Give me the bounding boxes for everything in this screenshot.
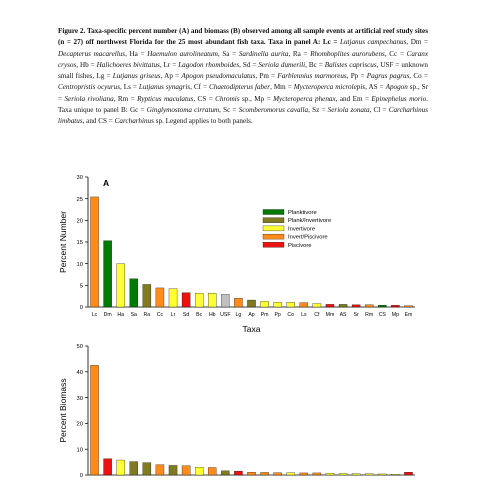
- caption-part: Epinephelus morio: [371, 94, 427, 103]
- bar-lc: [90, 365, 98, 475]
- caption-part: Sardinella aurita: [238, 49, 289, 58]
- bar-cs: [391, 474, 399, 475]
- x-tick-label: Em: [404, 312, 413, 318]
- bar-ls: [313, 473, 321, 475]
- bar-dm: [104, 459, 112, 475]
- caption-part: Decapterus macarellus: [58, 49, 126, 58]
- caption-part: Apogon: [385, 83, 408, 92]
- panel-label: A: [103, 178, 110, 188]
- x-tick-label: Pp: [274, 312, 281, 318]
- legend-label: Planktivore: [288, 210, 317, 216]
- caption-part: Seriola zonata: [327, 106, 370, 115]
- x-tick-label: Co: [287, 312, 295, 318]
- x-tick-label: Mp: [391, 312, 399, 318]
- x-tick-label: Lr: [170, 312, 176, 318]
- y-tick-label: 40: [76, 370, 83, 376]
- caption-part: , Co =: [409, 72, 428, 81]
- bar-sd: [130, 462, 138, 475]
- caption-part: Seriola rivoliana: [64, 94, 114, 103]
- bar-gc: [169, 465, 177, 475]
- y-tick-label: 0: [79, 305, 83, 312]
- caption-part: , Bc =: [305, 60, 325, 69]
- x-tick-label: Pm: [260, 312, 269, 318]
- caption-part: Haemulon aurolineatum: [147, 49, 218, 58]
- x-axis-label: Taxa: [242, 324, 261, 334]
- bar-hb: [352, 474, 360, 475]
- legend-label: Invertivore: [288, 226, 316, 233]
- caption-part: Ginglymostoma cirratum: [146, 106, 220, 115]
- bar-sz: [261, 472, 269, 475]
- x-tick-label: Sa: [130, 312, 137, 318]
- caption-part: , and CS =: [82, 117, 115, 126]
- caption-part: Balistes capriscus: [324, 60, 377, 69]
- y-tick-label: 0: [79, 473, 83, 480]
- bar-sa: [221, 471, 229, 475]
- caption-part: Seriola dumerili: [258, 60, 306, 69]
- caption-part: , Ha =: [125, 49, 148, 58]
- bar-sc: [156, 465, 164, 475]
- bar-lr: [208, 468, 216, 475]
- caption-part: , Ap =: [160, 72, 182, 81]
- caption-part: sp., Mp =: [239, 94, 274, 103]
- x-tick-label: Cc: [156, 312, 164, 318]
- caption-part: , Cc =: [384, 49, 407, 58]
- y-tick-label: 10: [76, 447, 83, 454]
- caption-part: , Sc =: [219, 106, 239, 115]
- caption-part: Rhomboplites aurorubens: [310, 49, 385, 58]
- caption-part: Carcharhinus limbatus: [58, 106, 428, 126]
- bar-cl: [365, 474, 373, 475]
- caption-part: Centropristis ocyurus: [58, 83, 121, 92]
- caption-part: , Pm =: [255, 72, 278, 81]
- bar-sr: [378, 474, 386, 475]
- caption-part: Pagrus pagrus: [366, 72, 410, 81]
- caption-part: Chaetodipterus faber: [208, 83, 271, 92]
- bar-cf: [326, 473, 334, 475]
- x-tick-label: Ha: [117, 312, 125, 318]
- y-tick-label: 30: [76, 395, 83, 402]
- y-tick-label: 5: [79, 283, 83, 290]
- bar-lg: [274, 473, 282, 475]
- legend-label: Invert/Piscivore: [288, 234, 328, 241]
- y-axis-label: Percent Number: [58, 211, 68, 273]
- y-tick-label: 50: [76, 344, 83, 351]
- x-tick-label: Ra: [143, 312, 151, 318]
- bar-mm: [234, 471, 242, 475]
- y-tick-label: 20: [76, 421, 83, 428]
- x-tick-label: CS: [378, 312, 386, 318]
- caption-part: Scomberomorus cavalla: [238, 106, 309, 115]
- caption-part: sp., Sr =: [58, 83, 429, 103]
- y-tick-label: 20: [76, 218, 83, 225]
- x-tick-label: Hb: [208, 312, 216, 318]
- caption-part: , and Em =: [335, 94, 372, 103]
- x-tick-label: Ap: [248, 312, 255, 318]
- caption-part: Lutjanus griseus: [112, 72, 161, 81]
- x-tick-label: Dm: [103, 312, 112, 318]
- caption-part: Farblennius marmoreus: [277, 72, 347, 81]
- x-tick-label: USF: [220, 312, 231, 318]
- x-tick-label: Rm: [365, 312, 374, 318]
- bar-ra: [117, 460, 125, 475]
- x-tick-label: Sd: [182, 312, 190, 318]
- caption-part: Halichoeres bivittatus: [96, 60, 160, 69]
- caption-part: , Rm =: [113, 94, 138, 103]
- caption-part: , Ls =: [120, 83, 139, 92]
- caption-part: . Taxa unique to panel B: Gc =: [58, 94, 428, 115]
- x-tick-label: Lg: [235, 312, 242, 318]
- caption-part: , Hb =: [76, 60, 97, 69]
- y-tick-label: 30: [76, 175, 83, 182]
- caption-part: Lagodon rhomboides: [178, 60, 240, 69]
- caption-part: Apogon pseudomaculatus: [181, 72, 256, 81]
- x-tick-label: Sr: [353, 312, 359, 318]
- y-tick-label: 15: [76, 240, 83, 247]
- bar-em: [247, 472, 255, 475]
- bar-pm: [404, 472, 412, 475]
- x-tick-label: Lc: [91, 312, 98, 318]
- caption-part: , Lr =: [159, 60, 179, 69]
- caption-part: , Sz =: [308, 106, 328, 115]
- caption-part: , AS =: [365, 83, 386, 92]
- y-axis-label: Percent Biomass: [58, 378, 68, 443]
- caption-part: Mycteroperca microlepis: [293, 83, 366, 92]
- caption-part: , Sa =: [217, 49, 239, 58]
- x-tick-label: Ls: [301, 312, 307, 318]
- bar-bc: [143, 463, 151, 475]
- caption-part: Chromis: [215, 94, 240, 103]
- x-tick-label: AS: [339, 312, 347, 318]
- caption-part: , Mm =: [270, 83, 294, 92]
- caption-part: , Dm =: [406, 38, 429, 47]
- y-tick-label: 25: [76, 196, 83, 203]
- caption-part: Lutjanus synagris: [138, 83, 191, 92]
- caption-part: , Sd =: [239, 60, 259, 69]
- caption-part: Lutjanus campechanus: [339, 38, 407, 47]
- caption-part: , USF = unknown small fishes, Lg =: [58, 60, 428, 81]
- legend-label: Plank/Invertivore: [288, 218, 332, 225]
- caption-part: , Cf =: [190, 83, 209, 92]
- caption-part: Mycteroperca phenax: [273, 94, 336, 103]
- caption-part: Caranx crysos: [58, 49, 429, 69]
- caption-part: , CS =: [193, 94, 216, 103]
- caption-part: , Pp =: [346, 72, 367, 81]
- x-tick-label: Mm: [325, 312, 335, 318]
- bar-cc: [182, 466, 190, 475]
- caption-part: Carcharhinus: [114, 117, 154, 126]
- bar-pp: [287, 473, 295, 475]
- y-tick-label: 10: [76, 261, 83, 268]
- x-tick-label: Bc: [196, 312, 203, 318]
- caption-part: Rypticus maculatus: [137, 94, 194, 103]
- caption-part: sp. Legend applies to both panels.: [153, 117, 253, 126]
- bar-mp: [300, 473, 308, 475]
- bar-ha: [195, 467, 203, 475]
- caption-part: Figure 2. Taxa-specific percent number (A) and biomass (B) observed among all sample events at artificial reef study sites (n = 27) off northwest Florida for the 25 most abundant fish taxa. Taxa in panel A: Lc =: [58, 27, 428, 47]
- caption-part: , Cl =: [369, 106, 389, 115]
- bar-co: [339, 473, 347, 475]
- caption-part: , Ra =: [288, 49, 311, 58]
- legend-label: Piscivore: [288, 242, 312, 249]
- x-tick-label: Cf: [314, 312, 320, 318]
